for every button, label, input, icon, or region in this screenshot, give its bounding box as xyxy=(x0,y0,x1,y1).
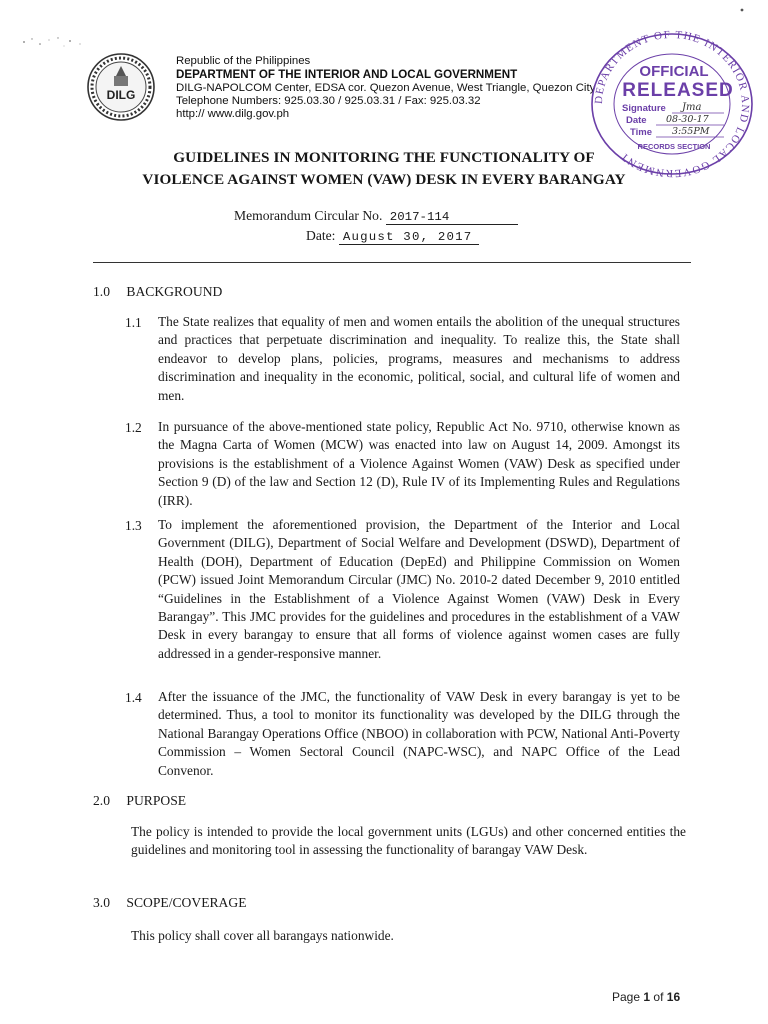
page-total: 16 xyxy=(666,990,681,1004)
page-of-label: of xyxy=(653,990,664,1004)
corner-mark xyxy=(738,6,746,14)
letterhead-website: http:// www.dilg.gov.ph xyxy=(176,108,290,121)
item-paragraph: The State realizes that equality of men and women entails the abolition of the unequal structures and practices that perpetuate discrimination and inequality. To realize this, the State shall endeavor to develop plans, policies, programs, measures and mechanisms to address discrimination and inequality in the economic, political, social, and cultural life of women and men. xyxy=(158,314,680,403)
section-number: 1.0 xyxy=(93,284,110,299)
letterhead-address: DILG-NAPOLCOM Center, EDSA cor. Quezon Avenue, West Triangle, Quezon City xyxy=(176,81,596,94)
section-heading-purpose xyxy=(93,793,186,809)
item-paragraph: After the issuance of the JMC, the functionality of VAW Desk in every barangay is yet to be determined. Thus, a tool to monitor its functionality was developed by the DILG through the National Barangay Operations Office (NBOO) in collaboration with PCW, National Anti-Poverty Commission – Women Sectoral Council (NAPC-WSC), and NAPC Office of the Lead Convenor. xyxy=(158,689,680,778)
stamp-arc-text: DEPARTMENT OF THE INTERIOR AND LOCAL GOVERNMENT xyxy=(592,28,752,178)
item-number: 1.2 xyxy=(125,420,142,435)
header-divider xyxy=(93,262,691,263)
page-number: 1 xyxy=(643,990,651,1004)
memo-date-value: August 30, 2017 xyxy=(339,230,479,245)
scan-specks xyxy=(18,30,88,70)
section-heading-background xyxy=(93,284,222,300)
letterhead-phone: Telephone Numbers: 925.03.30 / 925.03.31 / Fax: 925.03.32 xyxy=(176,94,481,107)
item-number: 1.4 xyxy=(125,690,142,705)
letterhead-country: Republic of the Philippines xyxy=(176,55,311,67)
stamp-released: RELEASED xyxy=(622,80,734,101)
stamp-official: OFFICIAL xyxy=(639,63,709,80)
document-title-line-2: VIOLENCE AGAINST WOMEN (VAW) DESK IN EVERY BARANGAY xyxy=(142,171,626,188)
page-label: Page xyxy=(612,990,641,1004)
item-paragraph: In pursuance of the above-mentioned state policy, Republic Act No. 9710, otherwise known as the Magna Carta of Women (MCW) was enacted into law on August 14, 2009. Amongst its provisions is the establishment of a Violence Against Women (VAW) Desk as specified under Section 9 (D) of the law and Section 12 (D), Rule IV of its Implementing Rules and Regulations (IRR). xyxy=(158,419,680,508)
item-paragraph: To implement the aforementioned provision, the Department of the Interior and Local Government (DILG), Department of Social Welfare and Development (DSWD), Department of Health (DOH), Department of Education (DepEd) and Philippine Commission on Women (PCW) issued Joint Memorandum Circular (JMC) No. 2010-2 dated December 9, 2010 entitled “Guidelines in the Establishment of a Violence Against Women (VAW) Desk in Every Barangay”. This JMC provides for the guidelines and procedures in the establishment of a VAW Desk in every barangay to ensure that all forms of violence against women cases are fully addressed in a gender-responsive manner. xyxy=(158,517,680,661)
stamp-date-label: Date xyxy=(626,115,647,126)
memo-circular-row xyxy=(234,208,518,225)
memo-circular-value: 2017-114 xyxy=(386,210,518,225)
section-title: SCOPE/COVERAGE xyxy=(126,895,247,910)
section-paragraph: This policy shall cover all barangays nationwide. xyxy=(131,928,394,943)
section-title: BACKGROUND xyxy=(126,284,223,299)
memo-date-label: Date: xyxy=(306,228,336,243)
memo-date-row xyxy=(306,228,479,245)
section-number: 3.0 xyxy=(93,895,110,910)
letterhead-department: DEPARTMENT OF THE INTERIOR AND LOCAL GOVERNMENT xyxy=(176,68,518,82)
memo-circular-label: Memorandum Circular No. xyxy=(234,208,383,223)
section-paragraph: The policy is intended to provide the local government units (LGUs) and other concerned entities the guidelines and monitoring tool in assessing the functionality of barangay VAW Desk. xyxy=(131,824,686,858)
stamp-section: RECORDS SECTION xyxy=(637,142,711,151)
item-number: 1.1 xyxy=(125,315,142,330)
document-title-line-1: GUIDELINES IN MONITORING THE FUNCTIONALITY OF xyxy=(173,149,595,166)
section-heading-scope xyxy=(93,895,247,911)
stamp-date-value: 08-30-17 xyxy=(666,114,709,125)
section-number: 2.0 xyxy=(93,793,110,808)
letterhead xyxy=(176,55,595,121)
page-footer xyxy=(612,990,680,1004)
item-number: 1.3 xyxy=(125,518,142,533)
stamp-time-value: 3:55PM xyxy=(672,126,710,137)
stamp-time-label: Time xyxy=(630,127,653,138)
seal-text: DILG xyxy=(106,88,136,102)
section-title: PURPOSE xyxy=(126,793,187,808)
stamp-signature-value: Jma xyxy=(682,102,702,113)
dilg-seal-logo xyxy=(86,52,156,122)
stamp-signature-label: Signature xyxy=(622,103,666,114)
